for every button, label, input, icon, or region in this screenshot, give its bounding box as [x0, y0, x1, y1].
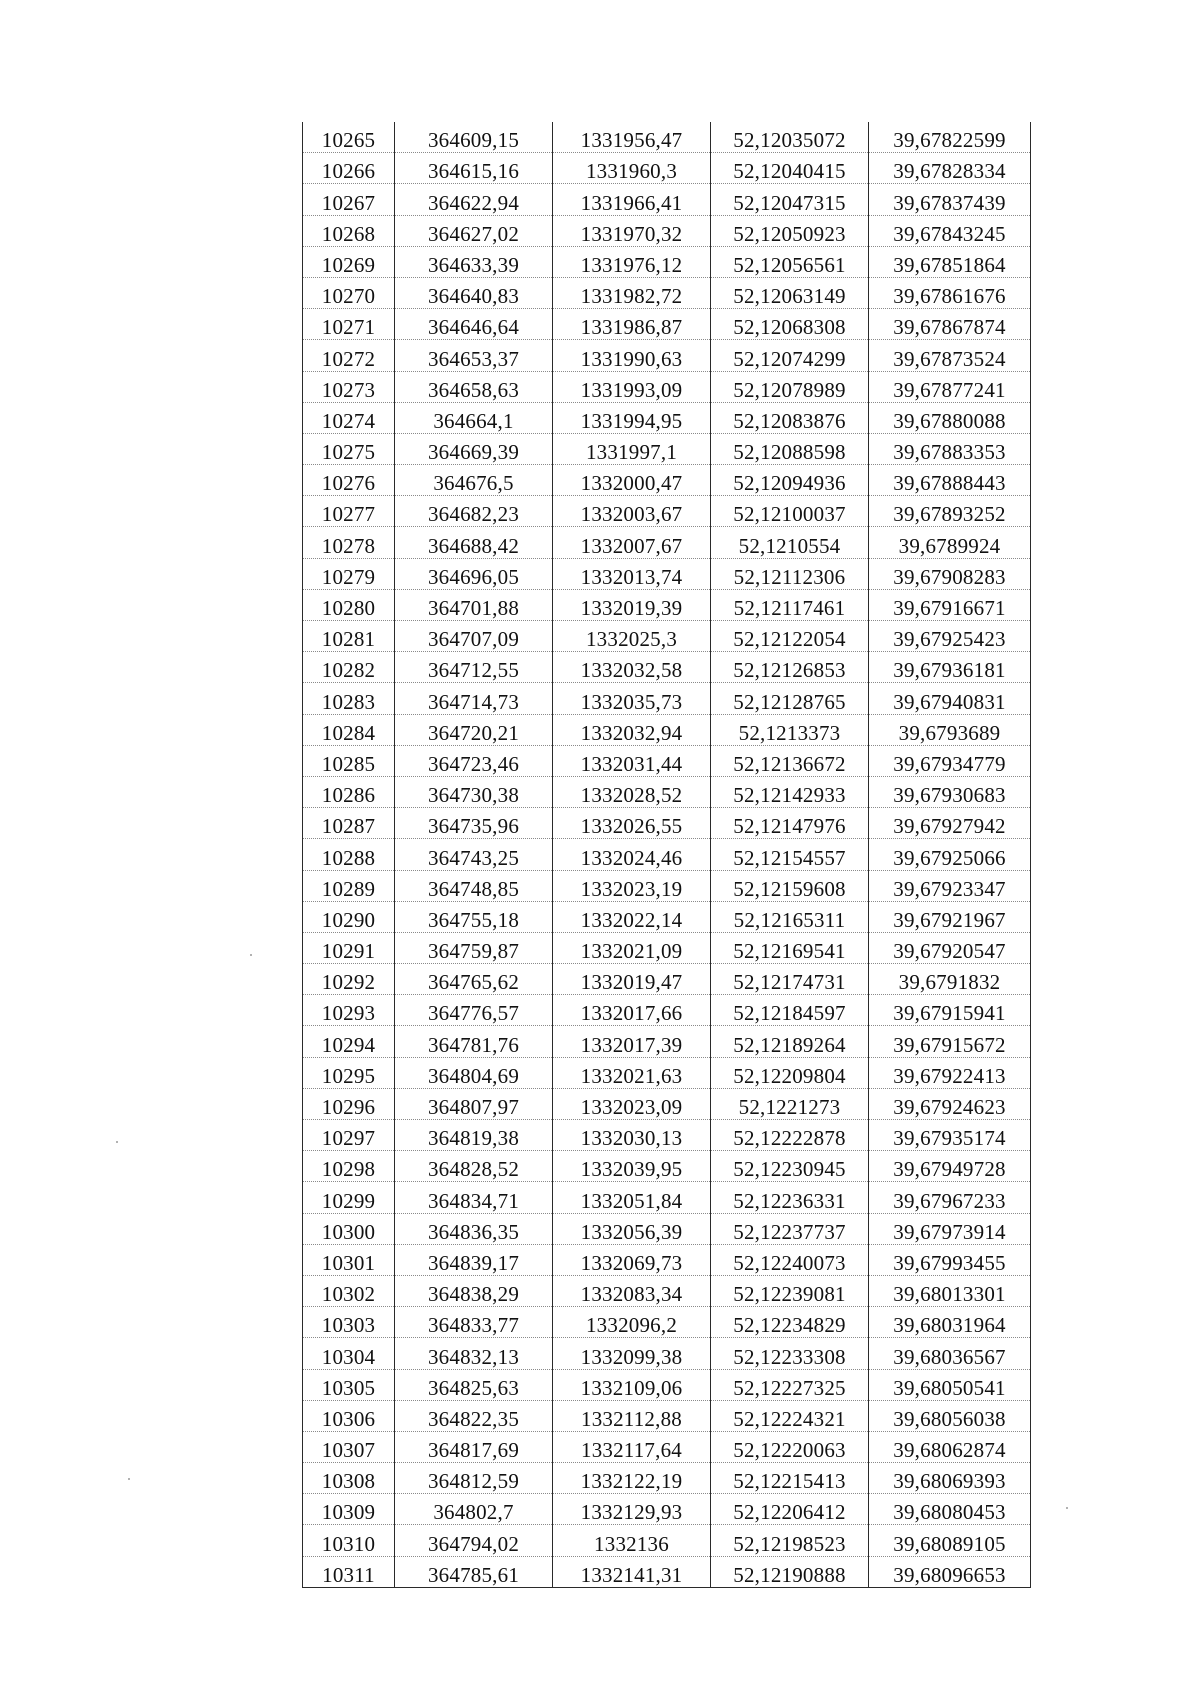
y-coordinate-cell: 1332017,66 — [553, 995, 711, 1026]
table-row — [303, 745, 1031, 776]
y-coordinate-cell: 1332023,19 — [553, 870, 711, 901]
x-coordinate-cell: 364664,1 — [395, 402, 553, 433]
y-coordinate-cell: 1332000,47 — [553, 465, 711, 496]
y-coordinate-cell: 1332013,74 — [553, 558, 711, 589]
longitude-cell: 39,67888443 — [869, 465, 1031, 496]
coordinates-table-body — [303, 122, 1031, 1587]
latitude-cell: 52,12236331 — [711, 1182, 869, 1213]
x-coordinate-cell: 364825,63 — [395, 1369, 553, 1400]
point-number-cell: 10296 — [303, 1088, 395, 1119]
longitude-cell: 39,67822599 — [869, 122, 1031, 153]
longitude-cell: 39,67880088 — [869, 402, 1031, 433]
longitude-cell: 39,68013301 — [869, 1275, 1031, 1306]
point-number-cell: 10291 — [303, 932, 395, 963]
longitude-cell: 39,67921967 — [869, 901, 1031, 932]
latitude-cell: 52,12088598 — [711, 433, 869, 464]
longitude-cell: 39,67940831 — [869, 683, 1031, 714]
x-coordinate-cell: 364730,38 — [395, 776, 553, 807]
table-row — [303, 1088, 1031, 1119]
point-number-cell: 10278 — [303, 527, 395, 558]
x-coordinate-cell: 364688,42 — [395, 527, 553, 558]
x-coordinate-cell: 364822,35 — [395, 1400, 553, 1431]
point-number-cell: 10302 — [303, 1275, 395, 1306]
table-row — [303, 496, 1031, 527]
x-coordinate-cell: 364836,35 — [395, 1213, 553, 1244]
x-coordinate-cell: 364804,69 — [395, 1057, 553, 1088]
x-coordinate-cell: 364627,02 — [395, 215, 553, 246]
table-row — [303, 1182, 1031, 1213]
latitude-cell: 52,12215413 — [711, 1463, 869, 1494]
longitude-cell: 39,67936181 — [869, 652, 1031, 683]
longitude-cell: 39,67927942 — [869, 808, 1031, 839]
latitude-cell: 52,12094936 — [711, 465, 869, 496]
point-number-cell: 10286 — [303, 776, 395, 807]
longitude-cell: 39,6789924 — [869, 527, 1031, 558]
longitude-cell: 39,6793689 — [869, 714, 1031, 745]
table-row — [303, 1525, 1031, 1556]
point-number-cell: 10297 — [303, 1120, 395, 1151]
latitude-cell: 52,12184597 — [711, 995, 869, 1026]
longitude-cell: 39,67828334 — [869, 153, 1031, 184]
point-number-cell: 10308 — [303, 1463, 395, 1494]
longitude-cell: 39,67877241 — [869, 371, 1031, 402]
latitude-cell: 52,12147976 — [711, 808, 869, 839]
point-number-cell: 10298 — [303, 1151, 395, 1182]
scan-speck — [116, 1141, 118, 1143]
y-coordinate-cell: 1332099,38 — [553, 1338, 711, 1369]
table-row — [303, 839, 1031, 870]
table-row — [303, 1494, 1031, 1525]
latitude-cell: 52,12237737 — [711, 1213, 869, 1244]
latitude-cell: 52,12165311 — [711, 901, 869, 932]
longitude-cell: 39,6791832 — [869, 964, 1031, 995]
point-number-cell: 10276 — [303, 465, 395, 496]
table-row — [303, 808, 1031, 839]
latitude-cell: 52,12220063 — [711, 1431, 869, 1462]
x-coordinate-cell: 364802,7 — [395, 1494, 553, 1525]
x-coordinate-cell: 364707,09 — [395, 621, 553, 652]
point-number-cell: 10274 — [303, 402, 395, 433]
point-number-cell: 10305 — [303, 1369, 395, 1400]
x-coordinate-cell: 364832,13 — [395, 1338, 553, 1369]
latitude-cell: 52,12063149 — [711, 277, 869, 308]
x-coordinate-cell: 364640,83 — [395, 277, 553, 308]
longitude-cell: 39,67949728 — [869, 1151, 1031, 1182]
y-coordinate-cell: 1331994,95 — [553, 402, 711, 433]
table-row — [303, 621, 1031, 652]
y-coordinate-cell: 1332028,52 — [553, 776, 711, 807]
point-number-cell: 10282 — [303, 652, 395, 683]
longitude-cell: 39,67934779 — [869, 745, 1031, 776]
table-row — [303, 1431, 1031, 1462]
longitude-cell: 39,68031964 — [869, 1307, 1031, 1338]
table-row — [303, 1120, 1031, 1151]
y-coordinate-cell: 1331960,3 — [553, 153, 711, 184]
x-coordinate-cell: 364658,63 — [395, 371, 553, 402]
latitude-cell: 52,12035072 — [711, 122, 869, 153]
longitude-cell: 39,68096653 — [869, 1556, 1031, 1587]
latitude-cell: 52,12169541 — [711, 932, 869, 963]
x-coordinate-cell: 364743,25 — [395, 839, 553, 870]
y-coordinate-cell: 1332017,39 — [553, 1026, 711, 1057]
x-coordinate-cell: 364615,16 — [395, 153, 553, 184]
longitude-cell: 39,67893252 — [869, 496, 1031, 527]
table-row — [303, 1057, 1031, 1088]
x-coordinate-cell: 364714,73 — [395, 683, 553, 714]
x-coordinate-cell: 364794,02 — [395, 1525, 553, 1556]
longitude-cell: 39,68050541 — [869, 1369, 1031, 1400]
point-number-cell: 10300 — [303, 1213, 395, 1244]
point-number-cell: 10279 — [303, 558, 395, 589]
table-row — [303, 340, 1031, 371]
x-coordinate-cell: 364819,38 — [395, 1120, 553, 1151]
point-number-cell: 10281 — [303, 621, 395, 652]
scan-speck — [1066, 1507, 1068, 1509]
x-coordinate-cell: 364720,21 — [395, 714, 553, 745]
longitude-cell: 39,67967233 — [869, 1182, 1031, 1213]
table-row — [303, 1369, 1031, 1400]
y-coordinate-cell: 1331956,47 — [553, 122, 711, 153]
point-number-cell: 10290 — [303, 901, 395, 932]
y-coordinate-cell: 1332136 — [553, 1525, 711, 1556]
table-row — [303, 402, 1031, 433]
y-coordinate-cell: 1332030,13 — [553, 1120, 711, 1151]
y-coordinate-cell: 1332003,67 — [553, 496, 711, 527]
point-number-cell: 10277 — [303, 496, 395, 527]
table-row — [303, 589, 1031, 620]
y-coordinate-cell: 1332032,58 — [553, 652, 711, 683]
y-coordinate-cell: 1332023,09 — [553, 1088, 711, 1119]
longitude-cell: 39,67851864 — [869, 246, 1031, 277]
table-row — [303, 153, 1031, 184]
longitude-cell: 39,67883353 — [869, 433, 1031, 464]
x-coordinate-cell: 364682,23 — [395, 496, 553, 527]
x-coordinate-cell: 364833,77 — [395, 1307, 553, 1338]
longitude-cell: 39,68069393 — [869, 1463, 1031, 1494]
latitude-cell: 52,12230945 — [711, 1151, 869, 1182]
table-row — [303, 1400, 1031, 1431]
table-row — [303, 901, 1031, 932]
coordinates-table — [302, 122, 1031, 1588]
x-coordinate-cell: 364712,55 — [395, 652, 553, 683]
latitude-cell: 52,12068308 — [711, 309, 869, 340]
y-coordinate-cell: 1332019,39 — [553, 589, 711, 620]
longitude-cell: 39,67916671 — [869, 589, 1031, 620]
latitude-cell: 52,12126853 — [711, 652, 869, 683]
latitude-cell: 52,12083876 — [711, 402, 869, 433]
y-coordinate-cell: 1331976,12 — [553, 246, 711, 277]
table-row — [303, 246, 1031, 277]
x-coordinate-cell: 364701,88 — [395, 589, 553, 620]
latitude-cell: 52,12240073 — [711, 1244, 869, 1275]
y-coordinate-cell: 1332096,2 — [553, 1307, 711, 1338]
y-coordinate-cell: 1332032,94 — [553, 714, 711, 745]
latitude-cell: 52,12078989 — [711, 371, 869, 402]
table-row — [303, 1151, 1031, 1182]
longitude-cell: 39,67915672 — [869, 1026, 1031, 1057]
table-row — [303, 122, 1031, 153]
table-row — [303, 277, 1031, 308]
table-row — [303, 683, 1031, 714]
point-number-cell: 10289 — [303, 870, 395, 901]
y-coordinate-cell: 1331993,09 — [553, 371, 711, 402]
point-number-cell: 10268 — [303, 215, 395, 246]
table-row — [303, 371, 1031, 402]
y-coordinate-cell: 1332069,73 — [553, 1244, 711, 1275]
point-number-cell: 10265 — [303, 122, 395, 153]
longitude-cell: 39,67924623 — [869, 1088, 1031, 1119]
y-coordinate-cell: 1332109,06 — [553, 1369, 711, 1400]
longitude-cell: 39,67867874 — [869, 309, 1031, 340]
table-row — [303, 1463, 1031, 1494]
table-row — [303, 776, 1031, 807]
x-coordinate-cell: 364817,69 — [395, 1431, 553, 1462]
y-coordinate-cell: 1332056,39 — [553, 1213, 711, 1244]
x-coordinate-cell: 364781,76 — [395, 1026, 553, 1057]
point-number-cell: 10309 — [303, 1494, 395, 1525]
latitude-cell: 52,12128765 — [711, 683, 869, 714]
x-coordinate-cell: 364723,46 — [395, 745, 553, 776]
x-coordinate-cell: 364765,62 — [395, 964, 553, 995]
longitude-cell: 39,67873524 — [869, 340, 1031, 371]
longitude-cell: 39,67925066 — [869, 839, 1031, 870]
point-number-cell: 10273 — [303, 371, 395, 402]
latitude-cell: 52,12154557 — [711, 839, 869, 870]
x-coordinate-cell: 364785,61 — [395, 1556, 553, 1587]
longitude-cell: 39,68036567 — [869, 1338, 1031, 1369]
point-number-cell: 10272 — [303, 340, 395, 371]
latitude-cell: 52,12159608 — [711, 870, 869, 901]
point-number-cell: 10311 — [303, 1556, 395, 1587]
latitude-cell: 52,1221273 — [711, 1088, 869, 1119]
longitude-cell: 39,67915941 — [869, 995, 1031, 1026]
point-number-cell: 10299 — [303, 1182, 395, 1213]
y-coordinate-cell: 1332026,55 — [553, 808, 711, 839]
latitude-cell: 52,12206412 — [711, 1494, 869, 1525]
latitude-cell: 52,12040415 — [711, 153, 869, 184]
x-coordinate-cell: 364834,71 — [395, 1182, 553, 1213]
latitude-cell: 52,12233308 — [711, 1338, 869, 1369]
table-row — [303, 1556, 1031, 1587]
y-coordinate-cell: 1332035,73 — [553, 683, 711, 714]
y-coordinate-cell: 1331990,63 — [553, 340, 711, 371]
y-coordinate-cell: 1332039,95 — [553, 1151, 711, 1182]
y-coordinate-cell: 1332051,84 — [553, 1182, 711, 1213]
latitude-cell: 52,12117461 — [711, 589, 869, 620]
latitude-cell: 52,12234829 — [711, 1307, 869, 1338]
latitude-cell: 52,12112306 — [711, 558, 869, 589]
x-coordinate-cell: 364669,39 — [395, 433, 553, 464]
latitude-cell: 52,12227325 — [711, 1369, 869, 1400]
point-number-cell: 10306 — [303, 1400, 395, 1431]
table-row — [303, 1026, 1031, 1057]
longitude-cell: 39,68056038 — [869, 1400, 1031, 1431]
latitude-cell: 52,12209804 — [711, 1057, 869, 1088]
x-coordinate-cell: 364622,94 — [395, 184, 553, 215]
x-coordinate-cell: 364646,64 — [395, 309, 553, 340]
y-coordinate-cell: 1332024,46 — [553, 839, 711, 870]
latitude-cell: 52,12050923 — [711, 215, 869, 246]
x-coordinate-cell: 364748,85 — [395, 870, 553, 901]
x-coordinate-cell: 364807,97 — [395, 1088, 553, 1119]
x-coordinate-cell: 364839,17 — [395, 1244, 553, 1275]
x-coordinate-cell: 364633,39 — [395, 246, 553, 277]
table-row — [303, 1213, 1031, 1244]
latitude-cell: 52,1210554 — [711, 527, 869, 558]
table-row — [303, 309, 1031, 340]
table-row — [303, 964, 1031, 995]
x-coordinate-cell: 364696,05 — [395, 558, 553, 589]
longitude-cell: 39,67973914 — [869, 1213, 1031, 1244]
point-number-cell: 10295 — [303, 1057, 395, 1088]
table-row — [303, 870, 1031, 901]
y-coordinate-cell: 1332083,34 — [553, 1275, 711, 1306]
table-row — [303, 433, 1031, 464]
latitude-cell: 52,12047315 — [711, 184, 869, 215]
longitude-cell: 39,67930683 — [869, 776, 1031, 807]
longitude-cell: 39,67923347 — [869, 870, 1031, 901]
y-coordinate-cell: 1331982,72 — [553, 277, 711, 308]
latitude-cell: 52,12222878 — [711, 1120, 869, 1151]
y-coordinate-cell: 1331966,41 — [553, 184, 711, 215]
point-number-cell: 10284 — [303, 714, 395, 745]
y-coordinate-cell: 1332122,19 — [553, 1463, 711, 1494]
latitude-cell: 52,12198523 — [711, 1525, 869, 1556]
point-number-cell: 10304 — [303, 1338, 395, 1369]
longitude-cell: 39,67925423 — [869, 621, 1031, 652]
longitude-cell: 39,68080453 — [869, 1494, 1031, 1525]
longitude-cell: 39,67843245 — [869, 215, 1031, 246]
y-coordinate-cell: 1331970,32 — [553, 215, 711, 246]
y-coordinate-cell: 1332021,09 — [553, 932, 711, 963]
point-number-cell: 10266 — [303, 153, 395, 184]
y-coordinate-cell: 1332112,88 — [553, 1400, 711, 1431]
latitude-cell: 52,12239081 — [711, 1275, 869, 1306]
table-row — [303, 1275, 1031, 1306]
y-coordinate-cell: 1332025,3 — [553, 621, 711, 652]
x-coordinate-cell: 364735,96 — [395, 808, 553, 839]
latitude-cell: 52,12190888 — [711, 1556, 869, 1587]
point-number-cell: 10288 — [303, 839, 395, 870]
y-coordinate-cell: 1332019,47 — [553, 964, 711, 995]
point-number-cell: 10294 — [303, 1026, 395, 1057]
longitude-cell: 39,67908283 — [869, 558, 1031, 589]
y-coordinate-cell: 1332141,31 — [553, 1556, 711, 1587]
point-number-cell: 10303 — [303, 1307, 395, 1338]
table-row — [303, 995, 1031, 1026]
y-coordinate-cell: 1332021,63 — [553, 1057, 711, 1088]
y-coordinate-cell: 1331986,87 — [553, 309, 711, 340]
longitude-cell: 39,68062874 — [869, 1431, 1031, 1462]
longitude-cell: 39,67922413 — [869, 1057, 1031, 1088]
x-coordinate-cell: 364759,87 — [395, 932, 553, 963]
latitude-cell: 52,12142933 — [711, 776, 869, 807]
latitude-cell: 52,12100037 — [711, 496, 869, 527]
point-number-cell: 10292 — [303, 964, 395, 995]
scan-speck — [128, 1478, 130, 1480]
y-coordinate-cell: 1332007,67 — [553, 527, 711, 558]
x-coordinate-cell: 364812,59 — [395, 1463, 553, 1494]
y-coordinate-cell: 1332129,93 — [553, 1494, 711, 1525]
x-coordinate-cell: 364838,29 — [395, 1275, 553, 1306]
x-coordinate-cell: 364653,37 — [395, 340, 553, 371]
table-row — [303, 714, 1031, 745]
point-number-cell: 10293 — [303, 995, 395, 1026]
table-row — [303, 1244, 1031, 1275]
table-row — [303, 1307, 1031, 1338]
longitude-cell: 39,68089105 — [869, 1525, 1031, 1556]
table-row — [303, 184, 1031, 215]
y-coordinate-cell: 1331997,1 — [553, 433, 711, 464]
scan-speck — [250, 954, 252, 956]
x-coordinate-cell: 364609,15 — [395, 122, 553, 153]
point-number-cell: 10283 — [303, 683, 395, 714]
latitude-cell: 52,12174731 — [711, 964, 869, 995]
point-number-cell: 10271 — [303, 309, 395, 340]
point-number-cell: 10270 — [303, 277, 395, 308]
point-number-cell: 10310 — [303, 1525, 395, 1556]
y-coordinate-cell: 1332117,64 — [553, 1431, 711, 1462]
point-number-cell: 10285 — [303, 745, 395, 776]
point-number-cell: 10275 — [303, 433, 395, 464]
y-coordinate-cell: 1332022,14 — [553, 901, 711, 932]
x-coordinate-cell: 364776,57 — [395, 995, 553, 1026]
longitude-cell: 39,67861676 — [869, 277, 1031, 308]
point-number-cell: 10280 — [303, 589, 395, 620]
table-row — [303, 932, 1031, 963]
y-coordinate-cell: 1332031,44 — [553, 745, 711, 776]
point-number-cell: 10301 — [303, 1244, 395, 1275]
table-row — [303, 558, 1031, 589]
latitude-cell: 52,12224321 — [711, 1400, 869, 1431]
point-number-cell: 10269 — [303, 246, 395, 277]
longitude-cell: 39,67935174 — [869, 1120, 1031, 1151]
x-coordinate-cell: 364828,52 — [395, 1151, 553, 1182]
table-row — [303, 652, 1031, 683]
latitude-cell: 52,12122054 — [711, 621, 869, 652]
table-row — [303, 527, 1031, 558]
table-row — [303, 465, 1031, 496]
latitude-cell: 52,12056561 — [711, 246, 869, 277]
point-number-cell: 10307 — [303, 1431, 395, 1462]
x-coordinate-cell: 364676,5 — [395, 465, 553, 496]
table-row — [303, 1338, 1031, 1369]
longitude-cell: 39,67837439 — [869, 184, 1031, 215]
longitude-cell: 39,67993455 — [869, 1244, 1031, 1275]
latitude-cell: 52,12136672 — [711, 745, 869, 776]
table-row — [303, 215, 1031, 246]
latitude-cell: 52,1213373 — [711, 714, 869, 745]
latitude-cell: 52,12189264 — [711, 1026, 869, 1057]
longitude-cell: 39,67920547 — [869, 932, 1031, 963]
point-number-cell: 10267 — [303, 184, 395, 215]
x-coordinate-cell: 364755,18 — [395, 901, 553, 932]
latitude-cell: 52,12074299 — [711, 340, 869, 371]
point-number-cell: 10287 — [303, 808, 395, 839]
